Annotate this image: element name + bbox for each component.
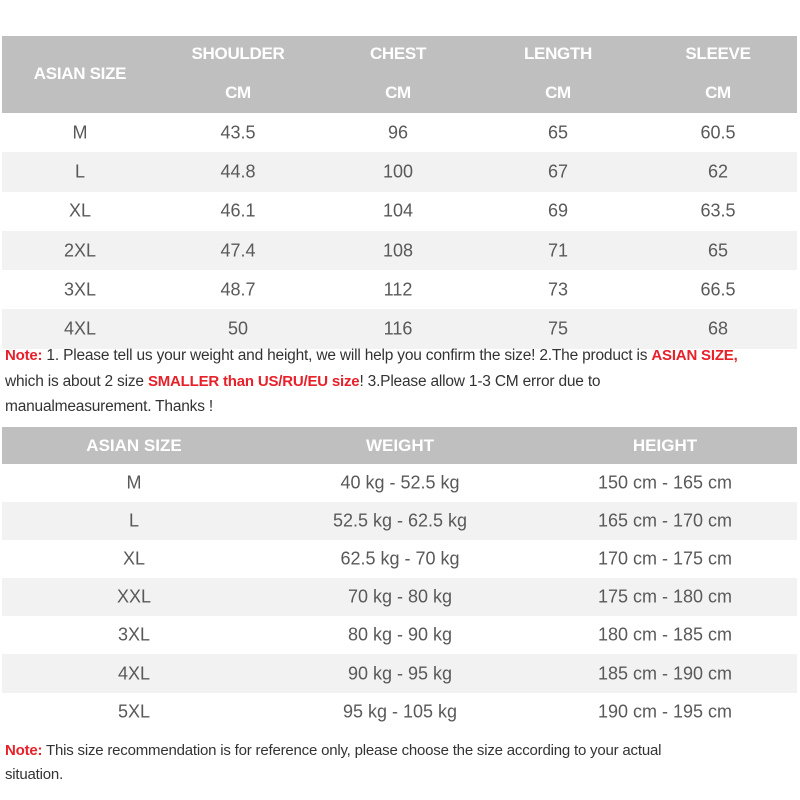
cell-weight: 70 kg - 80 kg — [347, 586, 453, 607]
cell-sleeve: 65 — [707, 240, 729, 261]
cell-height: 185 cm - 190 cm — [597, 663, 733, 684]
note-highlight-smaller: SMALLER than US/RU/EU size — [147, 372, 360, 390]
cell-length: 67 — [547, 161, 569, 182]
cell-shoulder: 48.7 — [220, 279, 256, 300]
table-row — [2, 231, 797, 270]
table-row — [2, 113, 797, 152]
cell-weight: 95 kg - 105 kg — [342, 701, 458, 722]
cell-size: 3XL — [117, 624, 151, 645]
note-text: manualmeasurement. Thanks ! — [5, 398, 213, 415]
cell-sleeve: 62 — [707, 161, 729, 182]
cell-sleeve: 68 — [707, 318, 729, 339]
header-shoulder: SHOULDER — [191, 44, 285, 63]
cell-size: M — [126, 472, 142, 493]
header-asian-size: ASIAN SIZE — [33, 64, 127, 83]
cell-chest: 112 — [383, 279, 413, 300]
cell-chest: 108 — [382, 240, 414, 261]
note-text: ! 3.Please allow 1-3 CM error due to — [359, 372, 601, 390]
size-measurement-table — [2, 36, 797, 349]
table-row — [2, 540, 797, 578]
note-text: which is about 2 size — [5, 372, 148, 390]
note-text: 1. Please tell us your weight and height, we will help you confirm the size! 2.The product is — [42, 347, 652, 364]
cell-height: 150 cm - 165 cm — [597, 472, 733, 493]
note-line-3 — [5, 394, 795, 420]
weight-table-header — [2, 427, 797, 464]
note-label: Note: — [5, 742, 43, 759]
table-row — [2, 654, 797, 692]
note-text: situation. — [5, 766, 64, 783]
header-height: HEIGHT — [632, 435, 698, 455]
note-line-1 — [5, 343, 795, 369]
cell-length: 71 — [547, 240, 569, 261]
cell-chest: 104 — [382, 200, 414, 221]
note-line-2 — [5, 369, 795, 395]
cell-chest: 116 — [383, 318, 413, 339]
note-highlight-asian-size: ASIAN SIZE, — [651, 347, 738, 364]
cell-size: M — [72, 122, 88, 143]
cell-weight: 80 kg - 90 kg — [347, 624, 453, 645]
cell-height: 180 cm - 185 cm — [597, 624, 733, 645]
table-row — [2, 616, 797, 654]
header-length: LENGTH — [523, 44, 593, 63]
cell-sleeve: 60.5 — [700, 122, 736, 143]
cell-size: 2XL — [63, 240, 97, 261]
table-row — [2, 578, 797, 616]
table-row — [2, 270, 797, 309]
cell-shoulder: 44.8 — [220, 161, 256, 182]
cell-chest: 100 — [382, 161, 414, 182]
table-row — [2, 464, 797, 502]
disclaimer-note — [5, 739, 795, 787]
cell-shoulder: 47.4 — [220, 240, 256, 261]
cell-size: L — [128, 510, 140, 531]
cell-size: 4XL — [117, 663, 151, 684]
cell-size: 3XL — [63, 279, 97, 300]
table-row — [2, 502, 797, 540]
header-sleeve-unit: CM — [705, 83, 731, 102]
cell-weight: 62.5 kg - 70 kg — [340, 548, 460, 569]
table-row — [2, 693, 797, 731]
disclaimer-line-2 — [5, 763, 795, 787]
header-asian-size: ASIAN SIZE — [86, 435, 182, 455]
header-shoulder-unit: CM — [225, 83, 251, 102]
cell-size: L — [74, 161, 86, 182]
weight-height-table — [2, 427, 797, 731]
cell-height: 175 cm - 180 cm — [597, 586, 733, 607]
cell-height: 170 cm - 175 cm — [597, 548, 733, 569]
cell-shoulder: 43.5 — [220, 122, 256, 143]
size-table-header — [2, 36, 797, 113]
header-length-unit: CM — [545, 83, 571, 102]
cell-weight: 40 kg - 52.5 kg — [340, 472, 460, 493]
cell-weight: 52.5 kg - 62.5 kg — [332, 510, 468, 531]
cell-length: 75 — [547, 318, 569, 339]
cell-length: 65 — [547, 122, 569, 143]
cell-height: 165 cm - 170 cm — [597, 510, 733, 531]
cell-size: 5XL — [117, 701, 151, 722]
header-sleeve: SLEEVE — [685, 44, 751, 63]
note-text: This size recommendation is for reference only, please choose the size according to your actual — [42, 742, 662, 759]
cell-size: XXL — [116, 586, 152, 607]
cell-chest: 96 — [387, 122, 409, 143]
cell-sleeve: 63.5 — [700, 200, 736, 221]
cell-weight: 90 kg - 95 kg — [347, 663, 453, 684]
disclaimer-line-1 — [5, 739, 795, 763]
cell-size: 4XL — [63, 318, 97, 339]
table-row — [2, 152, 797, 191]
cell-height: 190 cm - 195 cm — [597, 701, 733, 722]
header-chest-unit: CM — [385, 83, 411, 102]
header-chest: CHEST — [369, 44, 427, 63]
cell-shoulder: 46.1 — [220, 200, 256, 221]
table-row — [2, 192, 797, 231]
cell-size: XL — [122, 548, 146, 569]
cell-shoulder: 50 — [227, 318, 249, 339]
note-label: Note: — [5, 347, 43, 364]
cell-length: 69 — [547, 200, 569, 221]
header-weight: WEIGHT — [366, 435, 434, 455]
sizing-note — [5, 343, 795, 420]
cell-sleeve: 66.5 — [700, 279, 736, 300]
cell-size: XL — [68, 200, 92, 221]
cell-length: 73 — [547, 279, 569, 300]
